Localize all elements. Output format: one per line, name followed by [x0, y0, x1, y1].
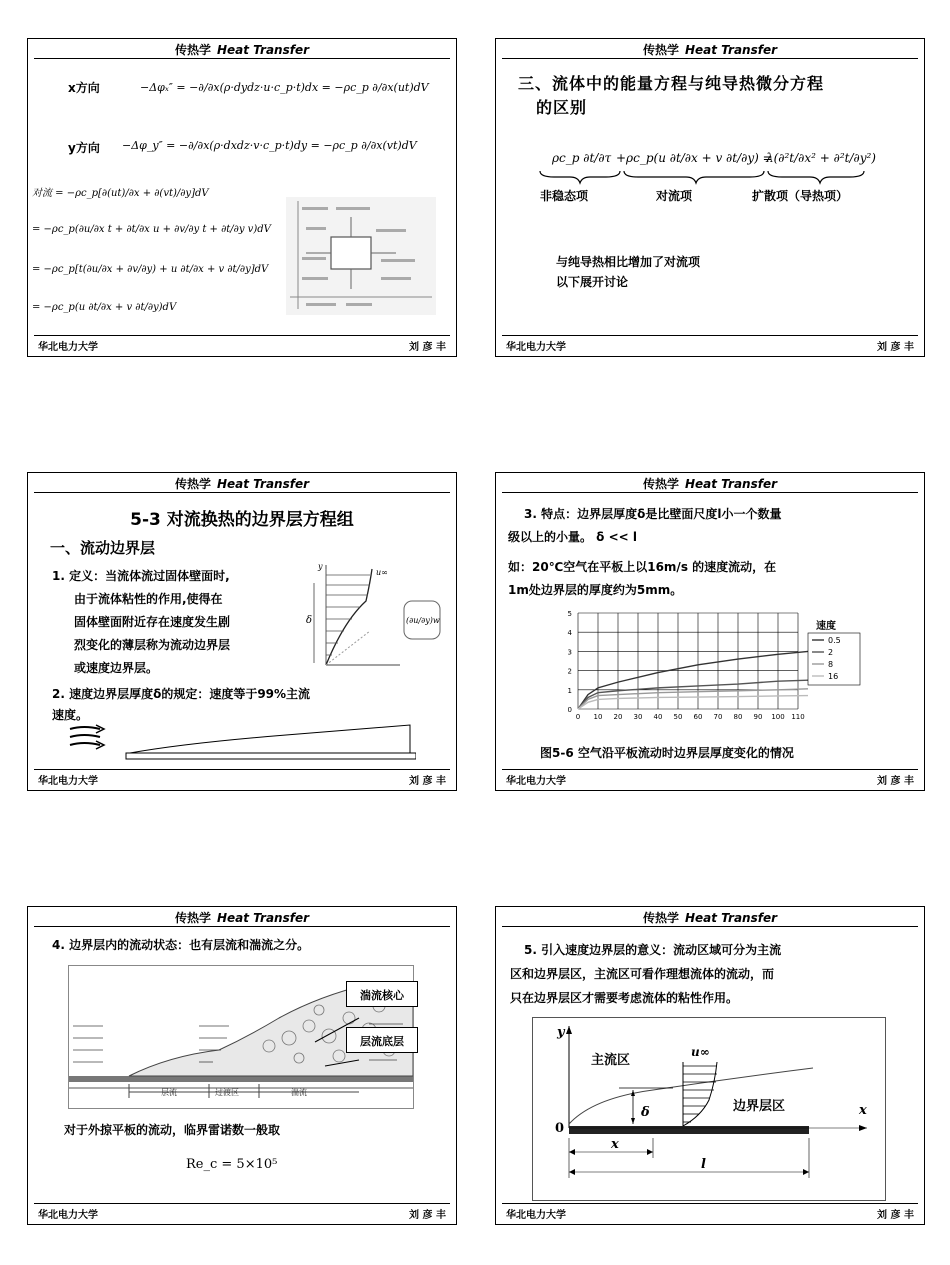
series-line-16	[578, 696, 808, 709]
x-direction-label: x方向	[68, 81, 100, 95]
slide-header: 传热学 Heat Transfer	[174, 477, 310, 491]
x-tick-label: 30	[633, 713, 643, 721]
y-tick-label: 5	[567, 610, 572, 618]
boundary-layer-chart	[556, 607, 912, 737]
legend-entry: 16	[828, 672, 839, 681]
header-rule	[34, 58, 450, 59]
slide-header: 传热学 Heat Transfer	[642, 911, 778, 925]
significance-line-1: 5. 引入速度边界层的意义：流动区域可分为主流	[524, 943, 782, 957]
zone-turbulent: 湍流	[291, 1088, 307, 1097]
term-braces	[536, 169, 916, 185]
main-zone-label: 主流区	[591, 1053, 631, 1068]
feature-line-2: 级以上的小量。 δ << l	[508, 530, 638, 544]
slide-footer: 华北电力大学 刘 彦 丰	[38, 1210, 446, 1221]
flow-state-title: 4. 边界层内的流动状态：也有层流和湍流之分。	[52, 938, 310, 952]
legend-entry: 0.5	[828, 636, 841, 645]
legend-entry: 2	[828, 648, 834, 657]
zone-laminar: 层流	[161, 1088, 177, 1097]
x-direction-equation: −Δφₓ″ = −∂/∂x(ρ·dydz·u·c_p·t)dx = −ρc_p ∂/∂x(ut)dV	[140, 81, 429, 94]
boundary-layer-diagram	[532, 1017, 886, 1201]
significance-line-2: 区和边界层区，主流区可看作理想流体的流动，而	[510, 967, 775, 981]
section-title-line-2: 的区别	[536, 98, 588, 117]
critical-re-note: 对于外掠平板的流动，临界雷诺数一般取	[64, 1123, 281, 1137]
example-line-1: 如：20℃空气在平板上以16m/s 的速度流动，在	[508, 560, 777, 574]
note-line-1: 与纯导热相比增加了对流项	[556, 255, 701, 269]
figure-y-label: y	[318, 562, 323, 571]
header-rule	[502, 58, 918, 59]
velocity-profile-figure	[304, 561, 444, 673]
y-tick-label: 3	[567, 648, 572, 657]
axis-y-label: y	[557, 1025, 565, 1040]
subsection-title: 一、流动边界层	[50, 539, 156, 557]
convection-equation-4: = −ρc_p(u ∂t/∂x + v ∂t/∂y)dV	[32, 302, 177, 313]
slide-header: 传热学 Heat Transfer	[642, 43, 778, 57]
chart-caption: 图5-6 空气沿平板流动时边界层厚度变化的情况	[540, 746, 794, 760]
slide-4	[495, 472, 925, 791]
convection-term-label: 对流项	[656, 189, 693, 203]
convection-equation-2: = −ρc_p(∂u/∂x t + ∂t/∂x u + ∂v/∂y t + ∂t/∂y v)dV	[32, 224, 271, 235]
slide-footer: 华北电力大学 刘 彦 丰	[506, 776, 914, 787]
header-rule	[34, 492, 450, 493]
example-line-2: 1m处边界层的厚度约为5mm。	[508, 583, 683, 597]
footer-rule	[502, 335, 918, 336]
length-label: l	[701, 1157, 706, 1172]
critical-re-value: Re_c = 5×10⁵	[186, 1157, 278, 1172]
series-line-05	[578, 651, 808, 709]
delta-label: δ	[641, 1105, 650, 1120]
slide-2	[495, 38, 925, 357]
turbulent-core-label-box	[346, 981, 418, 1007]
y-direction-label: y方向	[68, 141, 100, 155]
x-tick-label: 50	[673, 713, 683, 721]
definition-line-4: 烈变化的薄层称为流动边界层	[74, 638, 231, 652]
slide-footer: 华北电力大学 刘 彦 丰	[38, 776, 446, 787]
slide-header: 传热学 Heat Transfer	[642, 477, 778, 491]
slide-3	[27, 472, 457, 791]
slide-6	[495, 906, 925, 1225]
y-tick-label: 4	[567, 629, 572, 638]
definition-line-5: 或速度边界层。	[74, 661, 159, 675]
unsteady-term: ρc_p ∂t/∂τ	[552, 151, 612, 165]
slide-header: 传热学 Heat Transfer	[174, 911, 310, 925]
feature-line-1: 3. 特点：边界层厚度δ是比壁面尺度l小一个数量	[524, 507, 782, 521]
axis-x-label: x	[859, 1103, 867, 1118]
x-tick-label: 100	[771, 713, 785, 721]
y-tick-label: 1	[567, 686, 572, 695]
footer-rule	[502, 1203, 918, 1204]
significance-line-3: 只在边界层区才需要考虑流体的粘性作用。	[510, 991, 739, 1005]
x-tick-label: 20	[613, 713, 623, 721]
slide-1	[27, 38, 457, 357]
section-title-line-1: 三、流体中的能量方程与纯导热微分方程	[518, 74, 825, 93]
zone-transition: 过渡区	[215, 1088, 239, 1097]
convection-term: +ρc_p(u ∂t/∂x + v ∂t/∂y) =	[616, 151, 773, 165]
x-tick-label: 80	[733, 713, 743, 721]
legend-title: 速度	[816, 621, 836, 632]
section-title: 5-3 对流换热的边界层方程组	[130, 510, 354, 530]
laminar-sublayer-label: 层流底层	[360, 1035, 404, 1048]
x-tick-label: 70	[713, 713, 723, 721]
x-tick-label: 10	[593, 713, 603, 721]
figure-uinf-label: u∞	[376, 568, 388, 577]
control-volume-figure	[286, 197, 436, 315]
unsteady-term-label: 非稳态项	[540, 189, 589, 203]
x-tick-label: 0	[575, 713, 581, 721]
header-rule	[34, 926, 450, 927]
header-rule	[502, 492, 918, 493]
x-distance-label: x	[611, 1137, 619, 1152]
origin-label: 0	[555, 1121, 565, 1136]
thickness-rule-line-1: 2. 速度边界层厚度δ的规定：速度等于99%主流	[52, 687, 311, 701]
x-tick-label: 40	[653, 713, 663, 721]
slide-footer: 华北电力大学 刘 彦 丰	[38, 342, 446, 353]
convection-equation-1: 对流 = −ρc_p[∂(ut)/∂x + ∂(vt)/∂y]dV	[32, 188, 209, 199]
y-tick-label: 2	[567, 667, 572, 676]
figure-delta-label: δ	[306, 615, 313, 626]
diffusion-term: λ(∂²t/∂x² + ∂²t/∂y²)	[766, 151, 876, 165]
legend-entry: 8	[828, 660, 834, 669]
y-direction-equation: −Δφ_y″ = −∂/∂x(ρ·dxdz·v·c_p·t)dy = −ρc_p ∂/∂x(vt)dV	[122, 139, 417, 152]
note-line-2: 以下展开讨论	[556, 275, 629, 289]
thickness-rule-line-2: 速度。	[52, 708, 89, 722]
slide-header: 传热学 Heat Transfer	[174, 43, 310, 57]
figure-derivative-label: (∂u/∂y)w	[406, 616, 440, 625]
definition-line-3: 固体壁面附近存在速度发生剧	[74, 615, 231, 629]
footer-rule	[34, 335, 450, 336]
slide-5	[27, 906, 457, 1225]
x-tick-label: 110	[791, 713, 805, 721]
footer-rule	[502, 769, 918, 770]
slide-footer: 华北电力大学 刘 彦 丰	[506, 342, 914, 353]
footer-rule	[34, 1203, 450, 1204]
bl-zone-label: 边界层区	[733, 1099, 786, 1114]
uinf-label: u∞	[691, 1045, 710, 1059]
turbulent-core-label: 湍流核心	[360, 989, 404, 1002]
convection-equation-3: = −ρc_p[t(∂u/∂x + ∂v/∂y) + u ∂t/∂x + v ∂t/∂y]dV	[32, 264, 269, 275]
x-tick-label: 90	[753, 713, 763, 721]
y-tick-label: 0	[567, 706, 572, 714]
definition-line-1: 1. 定义：当流体流过固体壁面时,	[52, 569, 230, 583]
plate-flow-figure	[66, 719, 416, 763]
diffusion-term-label: 扩散项（导热项）	[752, 189, 849, 203]
x-tick-label: 60	[693, 713, 703, 721]
header-rule	[502, 926, 918, 927]
footer-rule	[34, 769, 450, 770]
definition-line-2: 由于流体粘性的作用,使得在	[74, 592, 223, 606]
slide-footer: 华北电力大学 刘 彦 丰	[506, 1210, 914, 1221]
laminar-sublayer-label-box	[346, 1027, 418, 1053]
